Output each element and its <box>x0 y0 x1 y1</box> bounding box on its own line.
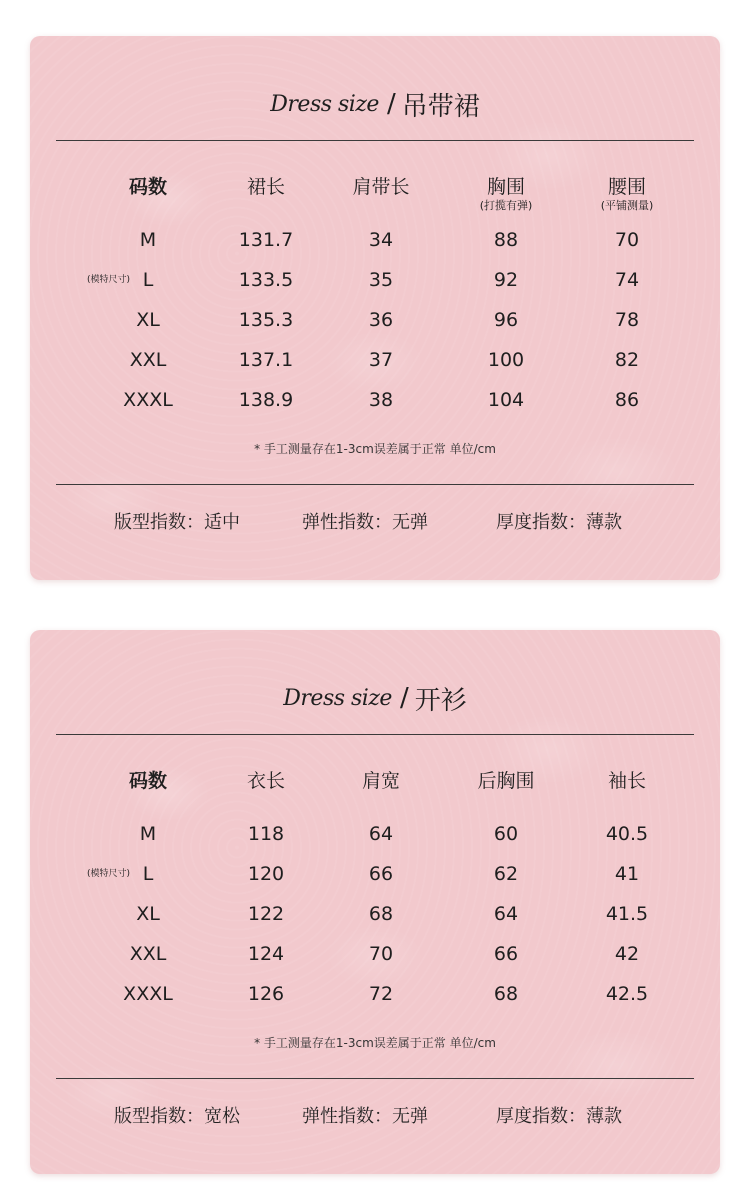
header-sleeve: 袖长 <box>607 770 646 792</box>
stretch-index: 弹性指数：无弹 <box>302 512 428 533</box>
header-size: 码数 <box>128 176 167 198</box>
table-cell: 68 <box>368 903 394 925</box>
table-cell: 34 <box>368 229 394 251</box>
table-cell: 82 <box>614 349 640 371</box>
table-cell: 131.7 <box>238 229 294 251</box>
stretch-index: 弹性指数：无弹 <box>302 1106 428 1127</box>
table-cell: 70 <box>368 943 394 965</box>
table-cell: XXL <box>129 943 167 965</box>
table-cell: 100 <box>487 349 525 371</box>
table-cell: 68 <box>493 983 519 1005</box>
card-title <box>30 678 720 718</box>
table-cell: 72 <box>368 983 394 1005</box>
divider-top <box>56 140 694 141</box>
table-cell: 38 <box>368 389 394 411</box>
table-cell: 122 <box>247 903 285 925</box>
title-script: Dress size <box>270 91 379 117</box>
table-cell: 104 <box>487 389 525 411</box>
measurement-footnote: * 手工测量存在1-3cm误差属于正常 单位/cm <box>254 1036 496 1050</box>
table-cell: 35 <box>368 269 394 291</box>
table-cell: XL <box>136 903 160 925</box>
table-cell: 74 <box>614 269 640 291</box>
divider-bottom <box>56 1078 694 1079</box>
title-slash: / <box>399 683 409 713</box>
table-cell: L <box>142 863 154 885</box>
divider-top <box>56 734 694 735</box>
size-card-dress <box>30 36 720 580</box>
title-slash: / <box>386 89 396 119</box>
fit-index: 版型指数：适中 <box>114 512 240 533</box>
card-title <box>30 84 720 124</box>
table-cell: 41 <box>614 863 640 885</box>
table-cell: 40.5 <box>605 823 649 845</box>
header-size: 码数 <box>128 770 167 792</box>
table-cell: 92 <box>493 269 519 291</box>
table-cell: 41.5 <box>605 903 649 925</box>
table-cell: XXXL <box>123 389 173 411</box>
model-size-note: (模特尺寸) <box>87 869 131 879</box>
table-cell: 62 <box>493 863 519 885</box>
table-cell: 70 <box>614 229 640 251</box>
table-cell: 86 <box>614 389 640 411</box>
table-cell: 37 <box>368 349 394 371</box>
header-waist: 腰围 (平铺测量) <box>557 172 697 212</box>
table-cell: L <box>142 269 154 291</box>
title-script: Dress size <box>283 685 392 711</box>
table-cell: 138.9 <box>238 389 294 411</box>
thickness-index: 厚度指数：薄款 <box>496 1106 622 1127</box>
model-size-note: (模特尺寸) <box>87 275 131 285</box>
table-cell: 137.1 <box>238 349 294 371</box>
header-waist-sub: (平铺测量) <box>600 199 654 212</box>
table-cell: 64 <box>493 903 519 925</box>
table-cell: 96 <box>493 309 519 331</box>
fit-index: 版型指数：宽松 <box>114 1106 240 1127</box>
table-cell: 42.5 <box>605 983 649 1005</box>
header-length: 裙长 <box>246 176 285 198</box>
table-cell: 88 <box>493 229 519 251</box>
table-cell: 42 <box>614 943 640 965</box>
table-cell: 66 <box>493 943 519 965</box>
table-cell: M <box>139 823 157 845</box>
table-cell: 36 <box>368 309 394 331</box>
header-bust: 胸围 (打揽有弹) <box>436 172 576 212</box>
table-cell: 60 <box>493 823 519 845</box>
table-cell: 126 <box>247 983 285 1005</box>
table-cell: 133.5 <box>238 269 294 291</box>
table-cell: 66 <box>368 863 394 885</box>
table-cell: 120 <box>247 863 285 885</box>
size-card-cardigan <box>30 630 720 1174</box>
header-shoulder: 肩宽 <box>361 770 400 792</box>
measurement-footnote: * 手工测量存在1-3cm误差属于正常 单位/cm <box>254 442 496 456</box>
header-back-bust: 后胸围 <box>477 770 535 792</box>
table-cell: 78 <box>614 309 640 331</box>
table-cell: 118 <box>247 823 285 845</box>
table-cell: XL <box>136 309 160 331</box>
title-product: 开衫 <box>414 685 467 716</box>
table-cell: M <box>139 229 157 251</box>
table-cell: XXL <box>129 349 167 371</box>
table-cell: XXXL <box>123 983 173 1005</box>
header-bust-sub: (打揽有弹) <box>479 199 533 212</box>
header-length: 衣长 <box>246 770 285 792</box>
table-cell: 124 <box>247 943 285 965</box>
title-product: 吊带裙 <box>401 91 480 122</box>
thickness-index: 厚度指数：薄款 <box>496 512 622 533</box>
table-cell: 135.3 <box>238 309 294 331</box>
table-cell: 64 <box>368 823 394 845</box>
divider-bottom <box>56 484 694 485</box>
header-strap: 肩带长 <box>352 176 410 198</box>
